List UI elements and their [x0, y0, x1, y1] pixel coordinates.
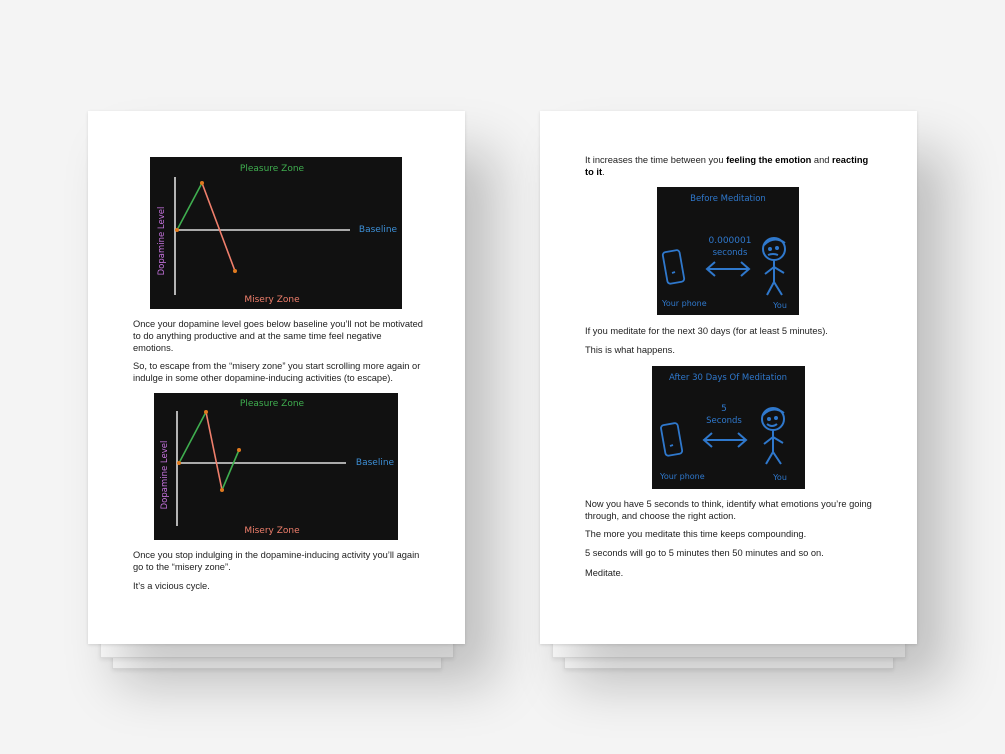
- time-value: 0.000001: [708, 236, 752, 246]
- point: [220, 488, 224, 492]
- point: [237, 448, 241, 452]
- after-meditation-svg: [652, 366, 805, 489]
- paragraph-7: Meditate.: [585, 568, 624, 578]
- dopamine-chart-2: [154, 393, 398, 540]
- misery-zone-label: Misery Zone: [244, 526, 300, 536]
- rebound-line: [222, 450, 239, 490]
- intro-bold-1: feeling the emotion: [726, 155, 812, 165]
- paragraph-2: So, to escape from the “misery zone” you start scrolling more again or indulge in some other dopamine-inducing activities (to escape).: [133, 361, 421, 383]
- after-meditation-panel: [652, 366, 805, 489]
- pleasure-zone-label: Pleasure Zone: [239, 164, 305, 174]
- paragraph-1: Once your dopamine level goes below baseline you’ll not be motivated to do anything productive and at the same time feel negative emotions.: [133, 319, 423, 353]
- you-label: You: [773, 301, 787, 310]
- phone-icon: [661, 423, 683, 456]
- before-meditation-svg: [657, 187, 799, 315]
- dopamine-chart-1: [150, 157, 402, 309]
- misery-line: [202, 183, 235, 271]
- intro-text-1: It increases the time between you: [585, 155, 727, 165]
- double-arrow-icon: [707, 262, 749, 276]
- intro-text-3: .: [602, 166, 605, 177]
- baseline-label: Baseline: [358, 225, 398, 235]
- pleasure-line: [177, 183, 202, 230]
- pleasure-line: [179, 412, 206, 463]
- panel-title: Before Meditation: [690, 194, 766, 204]
- dopamine-chart-1-svg: [150, 157, 402, 309]
- stick-figure-icon: [762, 408, 784, 464]
- paragraph-6: 5 seconds will go to 5 minutes then 50 minutes and so on.: [585, 548, 824, 558]
- paragraph-3: This is what happens.: [585, 345, 675, 355]
- point: [233, 269, 237, 273]
- paragraph-4: It’s a vicious cycle.: [133, 581, 210, 591]
- point: [177, 461, 181, 465]
- you-label: You: [773, 473, 787, 482]
- time-unit: seconds: [712, 248, 748, 258]
- dopamine-chart-2-svg: [154, 393, 398, 540]
- paragraph-3: Once you stop indulging in the dopamine-inducing activity you’ll again go to the “misery zone”.: [133, 550, 420, 572]
- paragraph-4: Now you have 5 seconds to think, identify what emotions you’re going through, and choose the right action.: [585, 499, 872, 521]
- intro-paragraph: [585, 155, 875, 179]
- pleasure-zone-label: Pleasure Zone: [239, 399, 305, 409]
- misery-line: [206, 412, 222, 490]
- intro-bold-2: reacting to it: [585, 155, 869, 177]
- misery-zone-label: Misery Zone: [244, 295, 300, 305]
- paragraph-2: If you meditate for the next 30 days (for at least 5 minutes).: [585, 326, 828, 336]
- dopamine-level-label: Dopamine Level: [160, 440, 170, 510]
- baseline-label: Baseline: [355, 458, 395, 468]
- double-arrow-icon: [704, 433, 746, 447]
- point: [204, 410, 208, 414]
- phone-label: Your phone: [662, 299, 707, 308]
- dopamine-level-label: Dopamine Level: [157, 206, 167, 276]
- panel-title: After 30 Days Of Meditation: [668, 373, 788, 383]
- point: [175, 228, 179, 232]
- left-page: [88, 111, 465, 644]
- phone-label: Your phone: [660, 472, 705, 481]
- point: [200, 181, 204, 185]
- stick-figure-icon: [763, 238, 785, 295]
- time-value: 5: [721, 404, 727, 414]
- before-meditation-panel: [657, 187, 799, 315]
- right-page: [540, 111, 917, 644]
- phone-icon: [662, 250, 684, 284]
- paragraph-5: The more you meditate this time keeps compounding.: [585, 529, 807, 539]
- intro-text-2: and: [811, 155, 833, 165]
- time-unit: Seconds: [706, 416, 742, 426]
